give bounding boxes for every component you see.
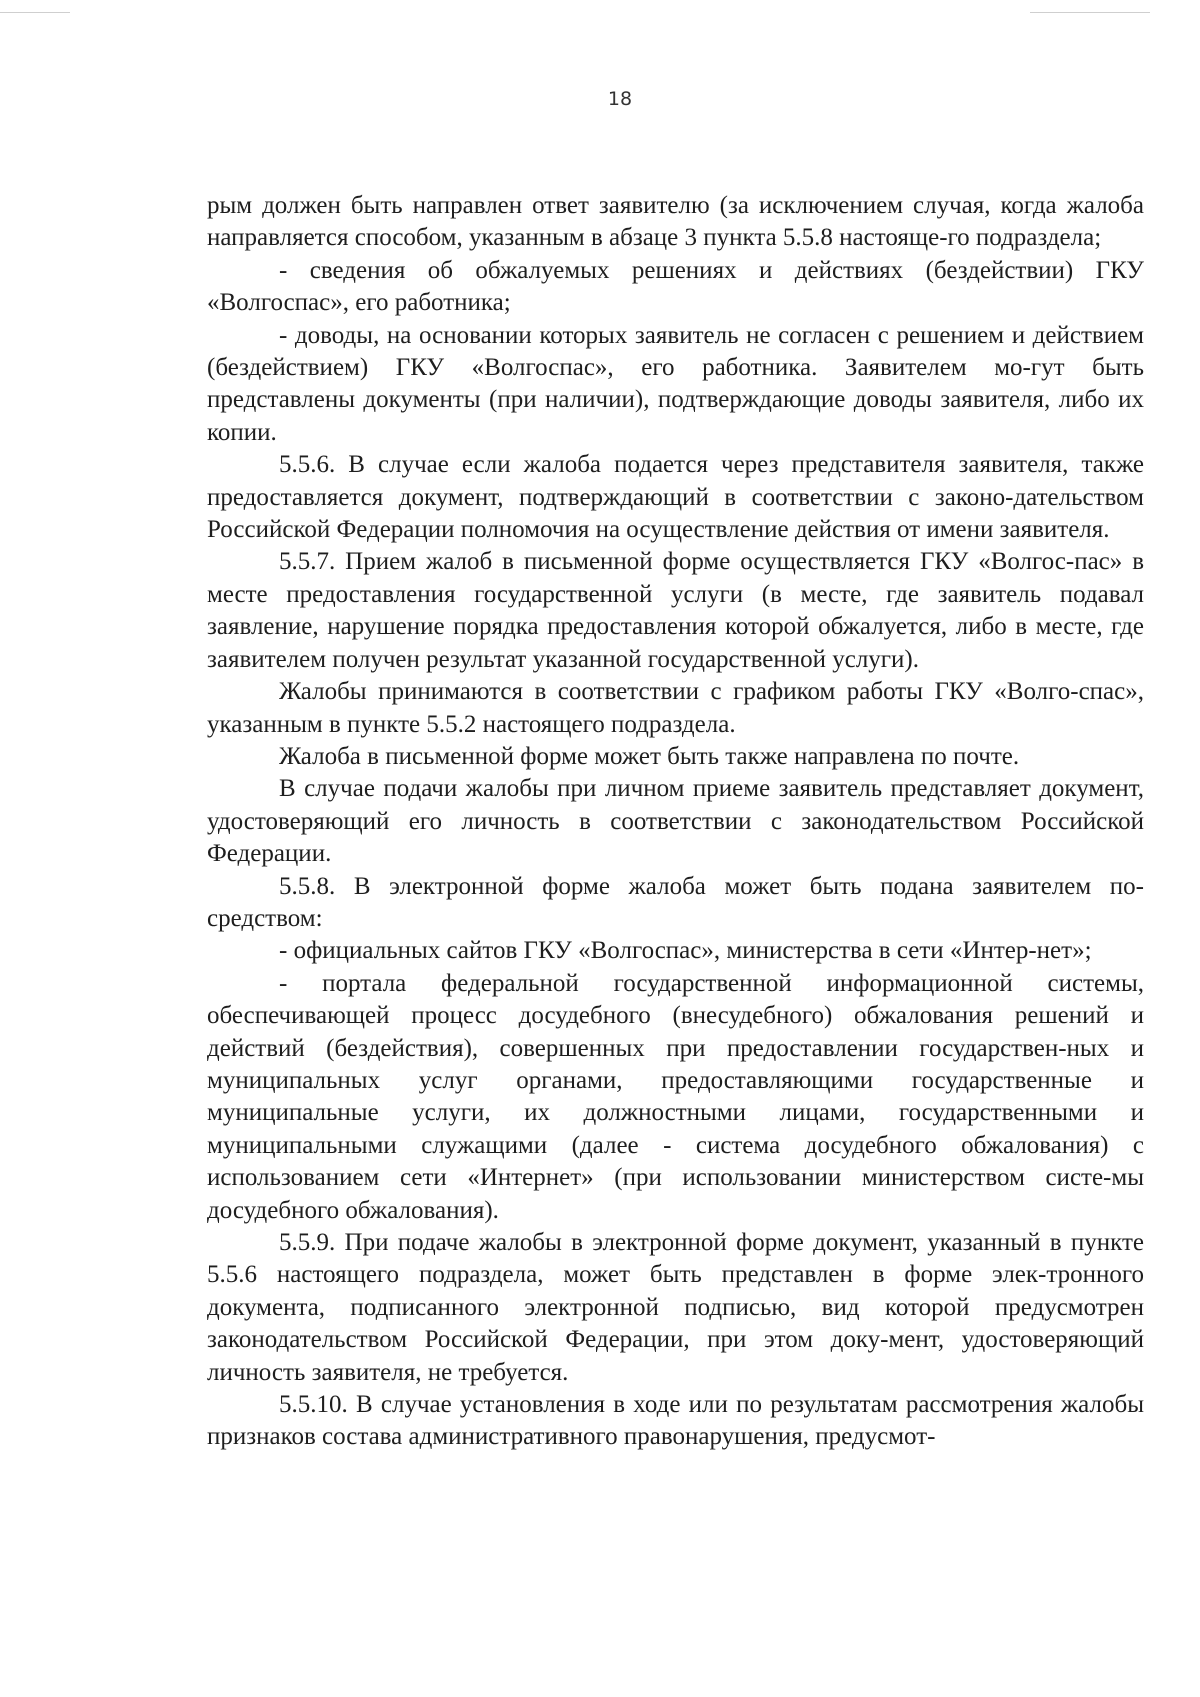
- paragraph: 5.5.6. В случае если жалоба подается через представителя заявителя, также предоставляется документ, подтверждающий в соответствии с законо-дательством Российской Федерации полномочия на осуществление действия от имени заявителя.: [207, 451, 1144, 544]
- paragraph: - портала федеральной государственной информационной системы, обеспечивающей процесс досудебного (внесудебного) обжалования решений и действий (бездействия), совершенных при предоставлении государствен-ных и муниципальных услуг органами, предоставляющими государственные и муниципальные услуги, их должностными лицами, государственными и муниципальными служащими (далее - система досудебного обжалования) с использованием сети «Интернет» (при использовании министерством систе-мы досудебного обжалования).: [207, 969, 1144, 1224]
- paragraph: Жалобы принимаются в соответствии с графиком работы ГКУ «Волго-спас», указанным в пункте 5.5.2 настоящего подраздела.: [207, 678, 1144, 738]
- paragraph: 5.5.10. В случае установления в ходе или по результатам рассмотрения жалобы признаков состава административного правонарушения, предусмот-: [207, 1391, 1144, 1451]
- paragraph: - сведения об обжалуемых решениях и действиях (бездействии) ГКУ «Волгоспас», его работника;: [207, 256, 1144, 317]
- scan-artifact-right: [1030, 12, 1150, 13]
- paragraph: - доводы, на основании которых заявитель не согласен с решением и действием (бездействием) ГКУ «Волгоспас», его работника. Заявителем мо-гут быть представлены документы (при наличии), подтверждающие доводы заявителя, либо их копии.: [207, 321, 1144, 446]
- paragraph: 5.5.7. Прием жалоб в письменной форме осуществляется ГКУ «Волгос-пас» в месте предоставления государственной услуги (в месте, где заявитель подавал заявление, нарушение порядка предоставления которой обжалуется, либо в месте, где заявителем получен результат указанной государственной услуги).: [207, 548, 1144, 673]
- paragraph: Жалоба в письменной форме может быть также направлена по почте.: [279, 742, 1020, 770]
- paragraph: рым должен быть направлен ответ заявителю (за исключением случая, когда жалоба направляется способом, указанным в абзаце 3 пункта 5.5.8 настояще-го подраздела;: [207, 192, 1144, 252]
- document-body: [207, 190, 1144, 1454]
- paragraph: 5.5.8. В электронной форме жалоба может быть подана заявителем по-средством:: [207, 872, 1144, 932]
- paragraph: В случае подачи жалобы при личном приеме заявитель представляет документ, удостоверяющий его личность в соответствии с законодательством Российской Федерации.: [207, 775, 1144, 868]
- page-number: 18: [607, 88, 633, 110]
- scan-artifact-left: [0, 12, 70, 13]
- paragraph: 5.5.9. При подаче жалобы в электронной форме документ, указанный в пункте 5.5.6 настоящего подраздела, может быть представлен в форме элек-тронного документа, подписанного электронной подписью, вид которой предусмотрен законодательством Российской Федерации, при этом доку-мент, удостоверяющий личность заявителя, не требуется.: [207, 1229, 1144, 1386]
- paragraph: - официальных сайтов ГКУ «Волгоспас», министерства в сети «Интер-нет»;: [279, 937, 1092, 965]
